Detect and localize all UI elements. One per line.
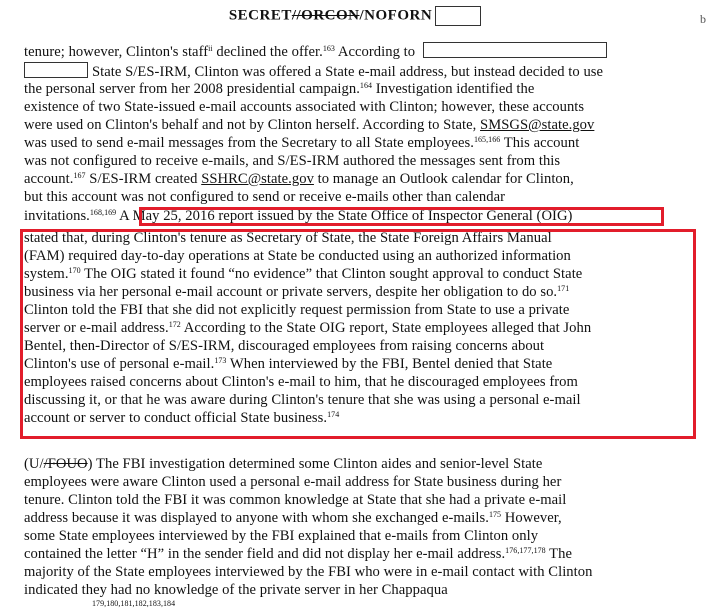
footnote-171: 171 xyxy=(557,284,570,293)
highlight-box-oig-paragraph xyxy=(20,229,696,439)
p2-line-4: address because it was displayed to anyone with whom she exchanged e-mails.$^{175}$ However, xyxy=(24,510,562,526)
p1-line-20: discussing it, or that he was aware during Clinton's tenure that she was using a personal e-mail xyxy=(24,392,581,408)
p1-line-8: account.$^{167}$ S/ES-IRM created SSHRC@state.gov to manage an Outlook calendar for Clinton, xyxy=(24,171,574,187)
footnote-175: 175 xyxy=(488,510,502,519)
footnote-marker: ii xyxy=(208,44,213,53)
highlight-box-oig-sentence xyxy=(139,207,664,226)
p1-line-5: were used on Clinton's behalf and not by Clinton herself. According to State, SMSGS@state.gov xyxy=(24,117,595,133)
p1-line-4: existence of two State-issued e-mail accounts associated with Clinton; however, these accounts xyxy=(24,99,585,115)
p1-line-12: (FAM) required day-to-day operations at State be conducted using an authorized information xyxy=(24,248,571,264)
header-redaction-box xyxy=(435,6,481,26)
p2-line-1: (U//FOUO) The FBI investigation determined some Clinton aides and senior-level State xyxy=(24,456,543,472)
footnote-179-184: 179,180,181,182,183,184 xyxy=(92,599,176,608)
redaction-box xyxy=(24,62,88,78)
p1-line-13: system.$^{170}$ The OIG stated it found “no evidence” that Clinton sought approval to conduct State xyxy=(24,266,583,282)
footnote-170: 170 xyxy=(68,266,81,275)
classification-orcon: //ORCON xyxy=(291,7,360,24)
redaction-box xyxy=(423,42,607,58)
p1-line-11: stated that, during Clinton's tenure as Secretary of State, the State Foreign Affairs Manual xyxy=(24,230,552,246)
classification-header xyxy=(0,6,710,26)
marking-open: (U/ xyxy=(24,456,44,472)
p1-line-2: State S/ES-IRM, Clinton was offered a State e-mail address, but instead decided to use xyxy=(24,62,603,81)
p1-line-3: the personal server from her 2008 presidential campaign.$^{164}$ Investigation identified the xyxy=(24,81,535,97)
marking-close: ) xyxy=(87,456,93,472)
footnote-164: 164 xyxy=(359,81,373,90)
footnote-176-178: 176,177,178 xyxy=(505,546,546,555)
classification-noforn: /NOFORN xyxy=(359,7,433,24)
p1-line-15: Clinton told the FBI that she did not explicitly request permission from State to use a private xyxy=(24,302,570,318)
p1-line-14: business via her personal e-mail account or private servers, despite her obligation to do so.$^{171}$ xyxy=(24,284,570,300)
footnote-172: 172 xyxy=(168,320,181,329)
p1-line-10: invitations.$^{168,169}$ A May 25, 2016 report issued by the State Office of Inspector General (OIG) xyxy=(24,208,573,224)
p2-line-9-partial xyxy=(92,598,175,616)
p1-line-18: Clinton's use of personal e-mail.$^{173}$ When interviewed by the FBI, Bentel denied that State xyxy=(24,356,553,372)
p2-line-6: contained the letter “H” in the sender field and did not display her e-mail address.$^{176,177,178}$ The xyxy=(24,546,573,562)
footnote-168-169: 168,169 xyxy=(89,208,117,217)
p1-line-21: account or server to conduct official State business.$^{174}$ xyxy=(24,410,340,426)
p2-line-3: tenure. Clinton told the FBI it was common knowledge at State that she had a private e-mail xyxy=(24,492,567,508)
p1-line-6: was used to send e-mail messages from the Secretary to all State employees.$^{165,166}$ This account xyxy=(24,135,580,151)
corner-mark: b xyxy=(700,12,706,26)
sshrc-email: SSHRC@state.gov xyxy=(201,171,314,187)
p2-line-8: indicated they had no knowledge of the private server in her Chappaqua xyxy=(24,582,448,598)
smsgs-email: SMSGS@state.gov xyxy=(480,117,595,133)
p2-line-2: employees were aware Clinton used a personal e-mail address for State business during her xyxy=(24,474,562,490)
classification-secret: SECRET xyxy=(228,7,292,24)
p1-line-17: Bentel, then-Director of S/ES-IRM, discouraged employees from raising concerns about xyxy=(24,338,545,354)
footnote-165-166: 165,166 xyxy=(473,135,501,144)
footnote-174: 174 xyxy=(327,410,340,419)
p2-line-7: majority of the State employees interviewed by the FBI who were in e-mail contact with Clinton xyxy=(24,564,593,580)
p1-line-9: but this account was not configured to send or receive e-mails other than calendar xyxy=(24,189,506,205)
p1-line-16: server or e-mail address.$^{172}$ According to the State OIG report, State employees alleged that John xyxy=(24,320,592,336)
footnote-163: 163 xyxy=(322,44,335,53)
footnote-173: 173 xyxy=(214,356,227,365)
p1-line-19: employees raised concerns about Clinton's e-mail to him, that he discouraged employees from xyxy=(24,374,578,390)
marking-fouo: /FOUO xyxy=(43,456,88,472)
p2-line-5: some State employees interviewed by the FBI explained that e-mails from Clinton only xyxy=(24,528,539,544)
p1-line-1: tenure; however, Clinton's staff$^{ii}$ declined the offer.$^{163}$ According to xyxy=(24,42,607,61)
footnote-167: 167 xyxy=(73,171,86,180)
p1-line-7: was not configured to receive e-mails, and S/ES-IRM authored the messages sent from this xyxy=(24,153,561,169)
